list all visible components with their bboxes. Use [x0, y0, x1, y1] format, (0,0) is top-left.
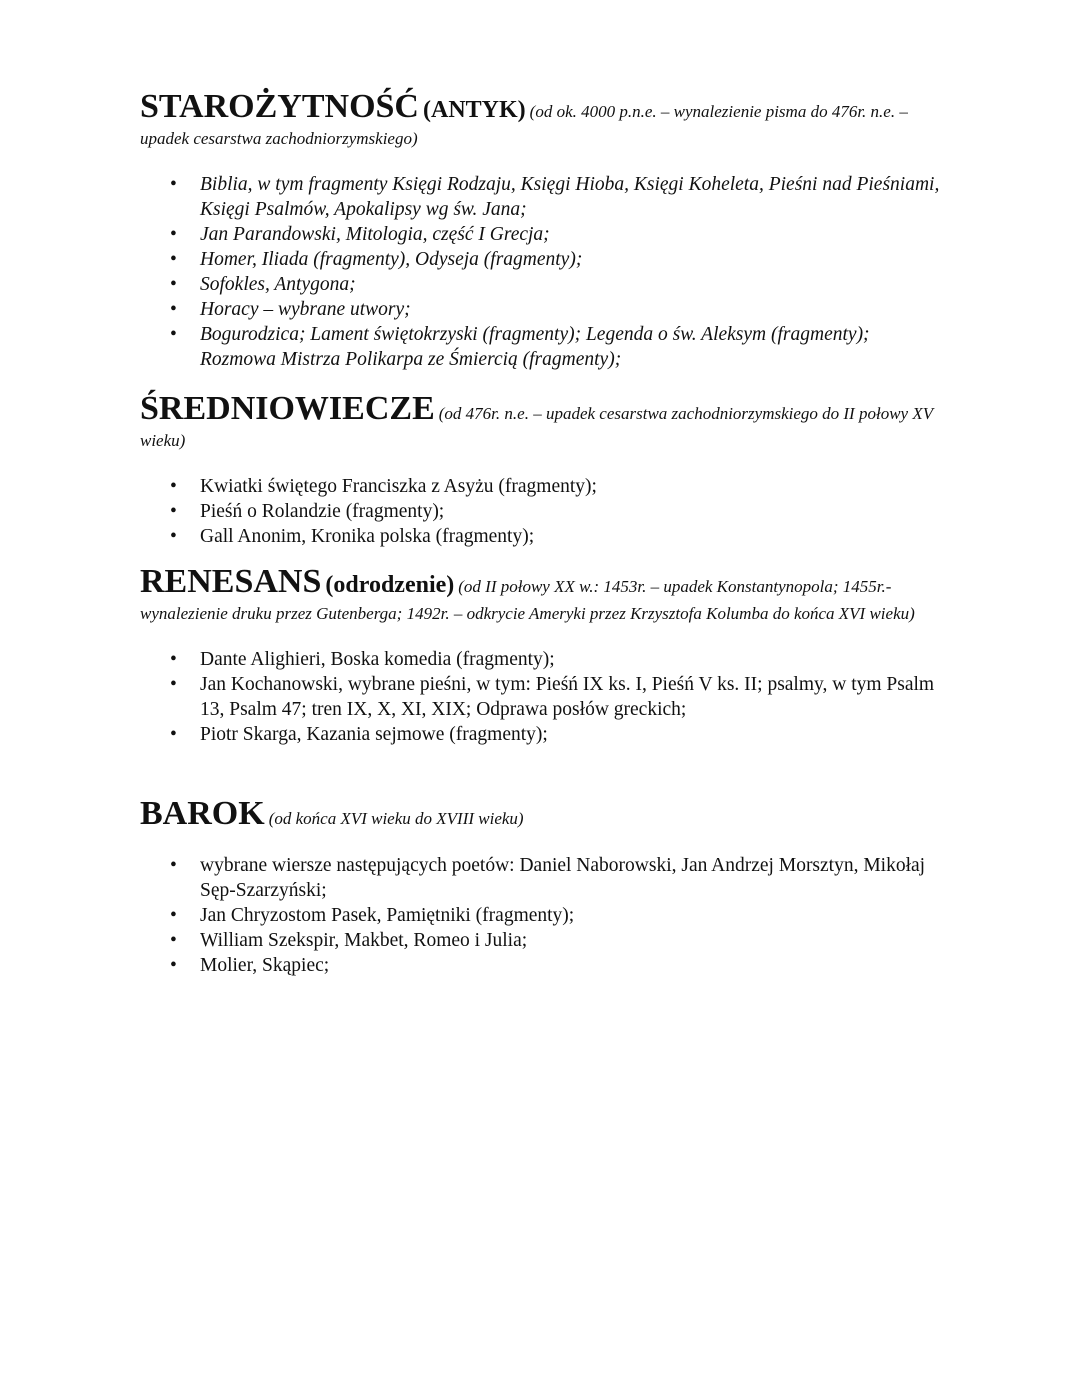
list-item: • Gall Anonim, Kronika polska (fragmenty); — [140, 524, 940, 549]
section-title-paren: (ANTYK) — [423, 97, 526, 123]
section-heading — [140, 390, 940, 454]
list-item: • Jan Parandowski, Mitologia, część I Grecja; — [140, 222, 940, 247]
list-item: • Bogurodzica; Lament świętokrzyski (fragmenty); Legenda o św. Aleksym (fragmenty); Rozmowa Mistrza Polikarpa ze Śmiercią (fragmenty); — [140, 322, 940, 372]
section-period-description: (od II połowy XX w.: 1453r. – upadek Konstantynopola; 1455r.- wynalezienie druku przez Gutenberga; 1492r. – odkrycie Ameryki przez Krzysztofa Kolumba do końca XVI wieku) — [140, 577, 915, 624]
works-list — [140, 853, 940, 978]
section-title: BAROK — [140, 795, 265, 833]
section-period-description: (od 476r. n.e. – upadek cesarstwa zachodniorzymskiego do II połowy XV wieku) — [140, 404, 933, 451]
list-item: • Dante Alighieri, Boska komedia (fragmenty); — [140, 647, 940, 672]
list-item: • Biblia, w tym fragmenty Księgi Rodzaju, Księgi Hioba, Księgi Koheleta, Pieśni nad Pieśniami, Księgi Psalmów, Apokalipsy wg św. Jana; — [140, 172, 940, 222]
section-title: RENESANS — [140, 563, 322, 601]
section-title: STAROŻYTNOŚĆ — [140, 88, 419, 125]
section-title-paren: (odrodzenie) — [325, 572, 455, 599]
works-list — [140, 647, 940, 747]
section-middle-ages — [140, 390, 940, 549]
section-heading — [140, 88, 940, 152]
list-item: • Sofokles, Antygona; — [140, 272, 940, 297]
section-antiquity — [140, 88, 940, 372]
section-renaissance — [140, 563, 940, 747]
section-heading — [140, 795, 940, 833]
section-period-description: (od ok. 4000 p.n.e. – wynalezienie pisma do 476r. n.e. – upadek cesarstwa zachodniorzymskiego) — [140, 102, 908, 149]
section-title: ŚREDNIOWIECZE — [140, 390, 435, 428]
document-page — [140, 88, 940, 978]
list-item: • Homer, Iliada (fragmenty), Odyseja (fragmenty); — [140, 247, 940, 272]
works-list — [140, 172, 940, 372]
section-period-description: (od końca XVI wieku do XVIII wieku) — [268, 809, 524, 829]
list-item: • Piotr Skarga, Kazania sejmowe (fragmenty); — [140, 722, 940, 747]
list-item: • Molier, Skąpiec; — [140, 953, 940, 978]
works-list — [140, 474, 940, 549]
section-baroque — [140, 795, 940, 978]
list-item: • wybrane wiersze następujących poetów: Daniel Naborowski, Jan Andrzej Morsztyn, Mikołaj Sęp-Szarzyński; — [140, 853, 940, 903]
list-item: • Jan Kochanowski, wybrane pieśni, w tym: Pieśń IX ks. I, Pieśń V ks. II; psalmy, w tym Psalm 13, Psalm 47; tren IX, X, XI, XIX; Odprawa posłów greckich; — [140, 672, 940, 722]
list-item: • Pieśń o Rolandzie (fragmenty); — [140, 499, 940, 524]
list-item: • Kwiatki świętego Franciszka z Asyżu (fragmenty); — [140, 474, 940, 499]
list-item: • William Szekspir, Makbet, Romeo i Julia; — [140, 928, 940, 953]
list-item: • Jan Chryzostom Pasek, Pamiętniki (fragmenty); — [140, 903, 940, 928]
section-heading — [140, 563, 940, 627]
list-item: • Horacy – wybrane utwory; — [140, 297, 940, 322]
